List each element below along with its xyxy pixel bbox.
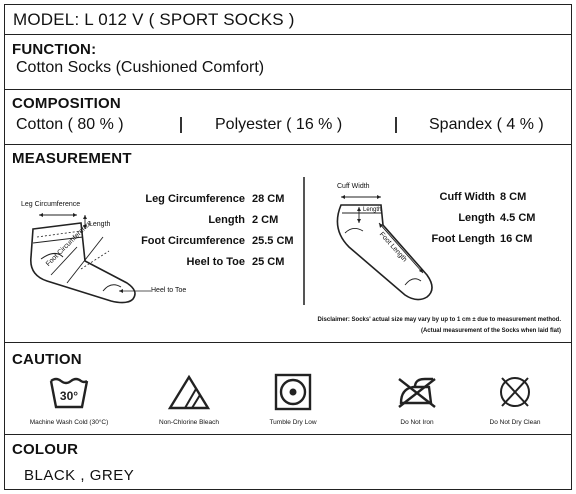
length-value: 2 CM [252,214,279,226]
wash-label: Machine Wash Cold (30°C) [29,419,109,426]
disclaimer-line-2: (Actual measurement of the Socks when laid flat) [420,328,561,334]
care-item-tumble-dry [233,373,353,433]
colour-value: BLACK , GREY [24,467,135,484]
foot-circumference-label: Foot Circumference [45,219,94,268]
cuff-width-row-label: Cuff Width [439,191,495,203]
measurement-divider [303,177,305,305]
model-title: MODEL: L 012 V ( SPORT SOCKS ) [13,10,295,29]
caution-heading: CAUTION [12,351,82,368]
foot-circumference-value: 25.5 CM [252,235,294,247]
function-heading: FUNCTION: [12,41,97,58]
leg-circumference-row-label: Leg Circumference [145,193,245,205]
do-not-iron-icon [395,373,439,411]
wash-temp-text: 30° [59,389,79,403]
right-measurement-values [500,191,560,251]
heel-to-toe-row-label: Heel to Toe [186,256,245,268]
product-spec-card [4,4,572,490]
left-measurement-table [85,193,245,273]
wash-30-icon [47,373,91,411]
composition-section [5,90,571,145]
caution-section [5,343,571,435]
foot-length-value: 16 CM [500,233,533,245]
composition-cotton: Cotton ( 80 % ) [16,116,124,133]
right-measurement-table [405,191,495,251]
non-chlorine-bleach-icon [167,373,211,411]
composition-polyester: Polyester ( 16 % ) [215,116,343,133]
colour-section [5,435,571,491]
right-length-row-label: Length [458,212,495,224]
model-row [5,5,571,35]
iron-label: Do Not Iron [400,419,434,426]
tumble-dry-label: Tumble Dry Low [269,419,317,426]
composition-heading: COMPOSITION [12,95,121,112]
colour-heading: COLOUR [12,441,79,458]
care-item-dry-clean [455,373,575,433]
dry-clean-label: Do Not Dry Clean [489,419,541,426]
measurement-heading: MEASUREMENT [12,150,132,167]
measurement-section [5,145,571,343]
cuff-width-value: 8 CM [500,191,527,203]
right-length-value: 4.5 CM [500,212,536,224]
length-row-label: Length [208,214,245,226]
heel-to-toe-value: 25 CM [252,256,285,268]
care-item-wash [9,373,129,433]
heel-to-toe-label: Heel to Toe [151,287,187,294]
length-label-left: Length [89,221,111,228]
tumble-dry-low-icon [271,373,315,411]
bleach-label: Non-Chlorine Bleach [159,419,219,426]
cuff-width-label: Cuff Width [337,183,370,190]
foot-length-label: Foot Length [377,231,409,264]
foot-length-row-label: Foot Length [431,233,495,245]
leg-circumference-label: Leg Circumference [21,201,81,208]
leg-circumference-value: 28 CM [252,193,285,205]
left-measurement-values [252,193,302,273]
composition-divider [395,117,397,133]
disclaimer-line-1: Disclaimer: Socks' actual size may vary by up to 1 cm ± due to measurement method. [317,317,561,323]
function-value: Cotton Socks (Cushioned Comfort) [16,59,265,76]
length-label-right: Length [363,207,382,213]
composition-divider [180,117,182,133]
care-item-bleach [129,373,249,433]
function-section [5,35,571,90]
foot-circumference-row-label: Foot Circumference [141,235,245,247]
composition-spandex: Spandex ( 4 % ) [429,116,544,133]
do-not-dry-clean-icon [493,373,537,411]
